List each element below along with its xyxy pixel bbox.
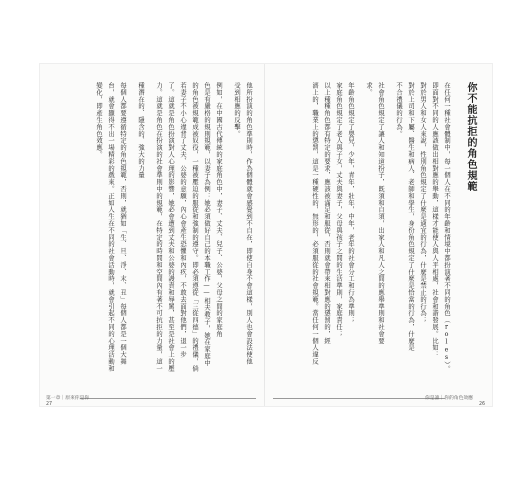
footer-rule [273,398,445,399]
text-column: 即面對不同的人應該做出相對應的舉動，這樣才能使人與人平相處，社會和諧發展。比如： [431,82,438,358]
text-column: 若妻子不小心違背了丈夫、公婆的意願，內心會產生恐懼和內疚，不敢去面對他們，退一步 [179,82,186,358]
text-column: 家庭角色規定了老人與子女，丈夫與妻子，父母與孩子之間的生活準則，家庭責任； [335,82,342,338]
right-page [265,64,492,406]
text-column: 了。這就是角色扮演對人心理的影響，她必會遭到丈夫和公婆的謾責和辱罵，甚至是社會上的壓 [167,82,174,372]
text-column: 濟上的，職業上的懲罰，這是一種硬性的，無形的，必須服從的社會規範。當任何一個人違反 [311,82,318,365]
text-column: 對於男人和女人來說，性別角色規定了什麼是適宜的行為，什麼是禁止的行為； [419,82,426,324]
text-column: 在任何一種社會體制中，每一個人在不同的年齡和情境中都扮演著不同的角色（roles）。 [443,82,450,373]
text-column: 種潛在的、隱含的、強大的力量 [137,82,144,179]
text-column: 受到相應的反擊。 [233,82,240,138]
text-column: 年齡角色規定了嬰兒，少年，青年，壯年，中年，老年的社會分工和行為準則； [347,82,354,324]
text-column: 變化，即產生角色效應。 [95,82,102,158]
text-column: 例如，在中國古代傳統的家庭角色中，妻子、丈夫、兒子、公婆，父母之間的家庭角 [215,82,222,338]
text-column: 以上種種角色都有特定的要求，應該被滿足和服從，否則就會帶來相對應的懲罰的，經 [323,82,330,345]
text-column: 不合禮儀的行為。 [395,82,402,138]
text-column: 的角色被規範成被奴役，一種被壓迫的服從和強制的遵守。即必須遵從「三從四德」的禮儀，倘 [191,82,198,372]
footer-rule [80,398,256,399]
text-column: 台，就會顯得不出一場精彩的戲來。正如人生在不同的社會活動時，就會引起不同的心理活動和 [107,82,114,372]
text-column: 力。這就是角色在扮演的社會準則中的規範，在特定的時間和空間內有著不可抗拒的力量，這一 [155,82,162,372]
right-page-number: 26 [479,402,486,407]
text-column: 每個人都要遵循特定的角色規範，否則，就猶如「生、旦、淨、末、丑」每個人都是一個大舞 [119,82,126,365]
text-column: 他所扮演的角色準則時，作為個體就會感覺到不自在，即使自身不會這樣，別人也會設法使他 [245,82,252,365]
left-page-columns [92,82,254,382]
text-column: 對於上司和下屬、醫生和病人、老師和學生，身份角色規定了什麼是恰當的行為，什麼是 [407,82,414,352]
right-page-columns [308,82,478,382]
text-column: 色是有嚴格的規則規範，以妻子為例：她必須做好自己的本職工作——相夫教子，她在家庭中 [203,82,210,367]
text-column: 求。 [365,82,372,96]
left-page [40,64,264,406]
section-heading: 你不能抗拒的角色規範 [465,82,476,192]
right-footer-title: 你是誰｜你的角色效應 [425,396,473,401]
text-column: 社會角色規定了讓人和知道扮子，既須和自須，出家人和凡人之間的應舉準則和社會要 [377,82,384,345]
left-page-number: 27 [46,402,53,407]
left-footer-title: 第一章｜原來你是你 [46,396,90,401]
